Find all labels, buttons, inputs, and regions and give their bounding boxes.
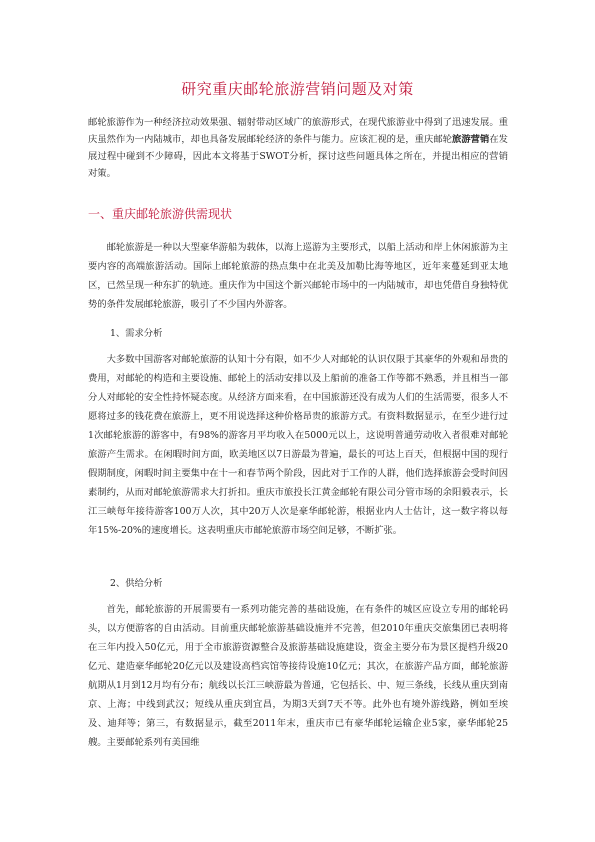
abstract-bold-keyword: 旅游营销 xyxy=(452,134,490,145)
abstract-paragraph xyxy=(88,114,508,182)
supply-analysis-paragraph: 首先，邮轮旅游的开展需要有一系列功能完善的基础设施，在有条件的城区应设立专用的邮轮码头，以方便游客的自由活动。目前重庆邮轮旅游基础设施并不完善，但2010年重庆交旅集团已表明将在三年内投入50亿元，用于全市旅游资源整合及旅游基础设施建设，资金主要分布为景区提档升级20亿元、建造豪华邮轮20亿元以及建设高档宾馆等接待设施10亿元；其次，在旅游产品方面，邮轮旅游航期从1月到12月均有分布；航线以长江三峡游最为普通，它包括长、中、短三条线，长线从重庆到南京、上海；中线到武汉；短线从重庆到宜昌，为期3天到7天不等。此外也有境外游线路，例如至埃及、迪拜等；第三，有数据显示，截至2011年末，重庆市已有豪华邮轮运输企业5家，豪华邮轮25艘。主要邮轮系列有美国维 xyxy=(88,604,508,748)
section-intro-paragraph: 邮轮旅游是一种以大型豪华游船为载体，以海上巡游为主要形式，以船上活动和岸上休闲旅游为主要内容的高端旅游活动。国际上邮轮旅游的热点集中在北美及加勒比海等地区，近年来蔓延到亚太地区，已然呈现一种东扩的轨迹。重庆作为中国这个新兴邮轮市场中的一内陆城市，却也凭借自身独特优势的条件发展邮轮旅游，吸引了不少国内外游客。 xyxy=(88,242,508,310)
abstract-text-part2: 在发展过程中碰到不少障碍，因此本文将基于SWOT分析，探讨这些问题具体之所在，并提出相应的营销对策。 xyxy=(88,134,508,179)
document-title: 研究重庆邮轮旅游营销问题及对策 xyxy=(181,80,414,98)
section-heading: 一、重庆邮轮旅游供需现状 xyxy=(88,207,233,221)
demand-analysis-paragraph: 大多数中国游客对邮轮旅游的认知十分有限，如不少人对邮轮的认识仅限于其豪华的外观和昂贵的费用，对邮轮的构造和主要设施、邮轮上的活动安排以及上船前的准备工作等都不熟悉，并且相当一部分人对邮轮的安全性持怀疑态度。从经济方面来看，在中国旅游还没有成为人们的生活需要，很多人不愿将过多的钱花费在旅游上，更不用说选择这种价格昂贵的旅游方式。有资料数据显示，在至少进行过1次邮轮旅游的游客中，有98%的游客月平均收入在5000元以上，这说明普通劳动收入者很难对邮轮旅游产生需求。在闲暇时间方面，欧美地区以7日游最为普遍，最长的可达上百天，但根据中国的现行假期制度，闲暇时间主要集中在十一和春节两个阶段，因此对于工作的人群，他们选择旅游会受时间因素制约，从而对邮轮旅游需求大打折扣。重庆市旅投长江黄金邮轮有限公司分管市场的余阳毅表示，长江三峡每年接待游客100万人次，其中20万人次是豪华邮轮游，根据业内人士估计，这一数字将以每年15%-20%的速度增长。这表明重庆市邮轮旅游市场空间足够，不断扩张。 xyxy=(88,354,508,536)
abstract-text-part1: 邮轮旅游作为一种经济拉动效果强、辐射带动区域广的旅游形式，在现代旅游业中得到了迅速发展。重庆虽然作为一内陆城市，却也具备发展邮轮经济的条件与能力。应该汇视的是，重庆邮轮 xyxy=(88,117,508,145)
subsection-heading-supply: 2、供给分析 xyxy=(110,578,163,589)
subsection-heading-demand: 1、需求分析 xyxy=(110,328,163,339)
